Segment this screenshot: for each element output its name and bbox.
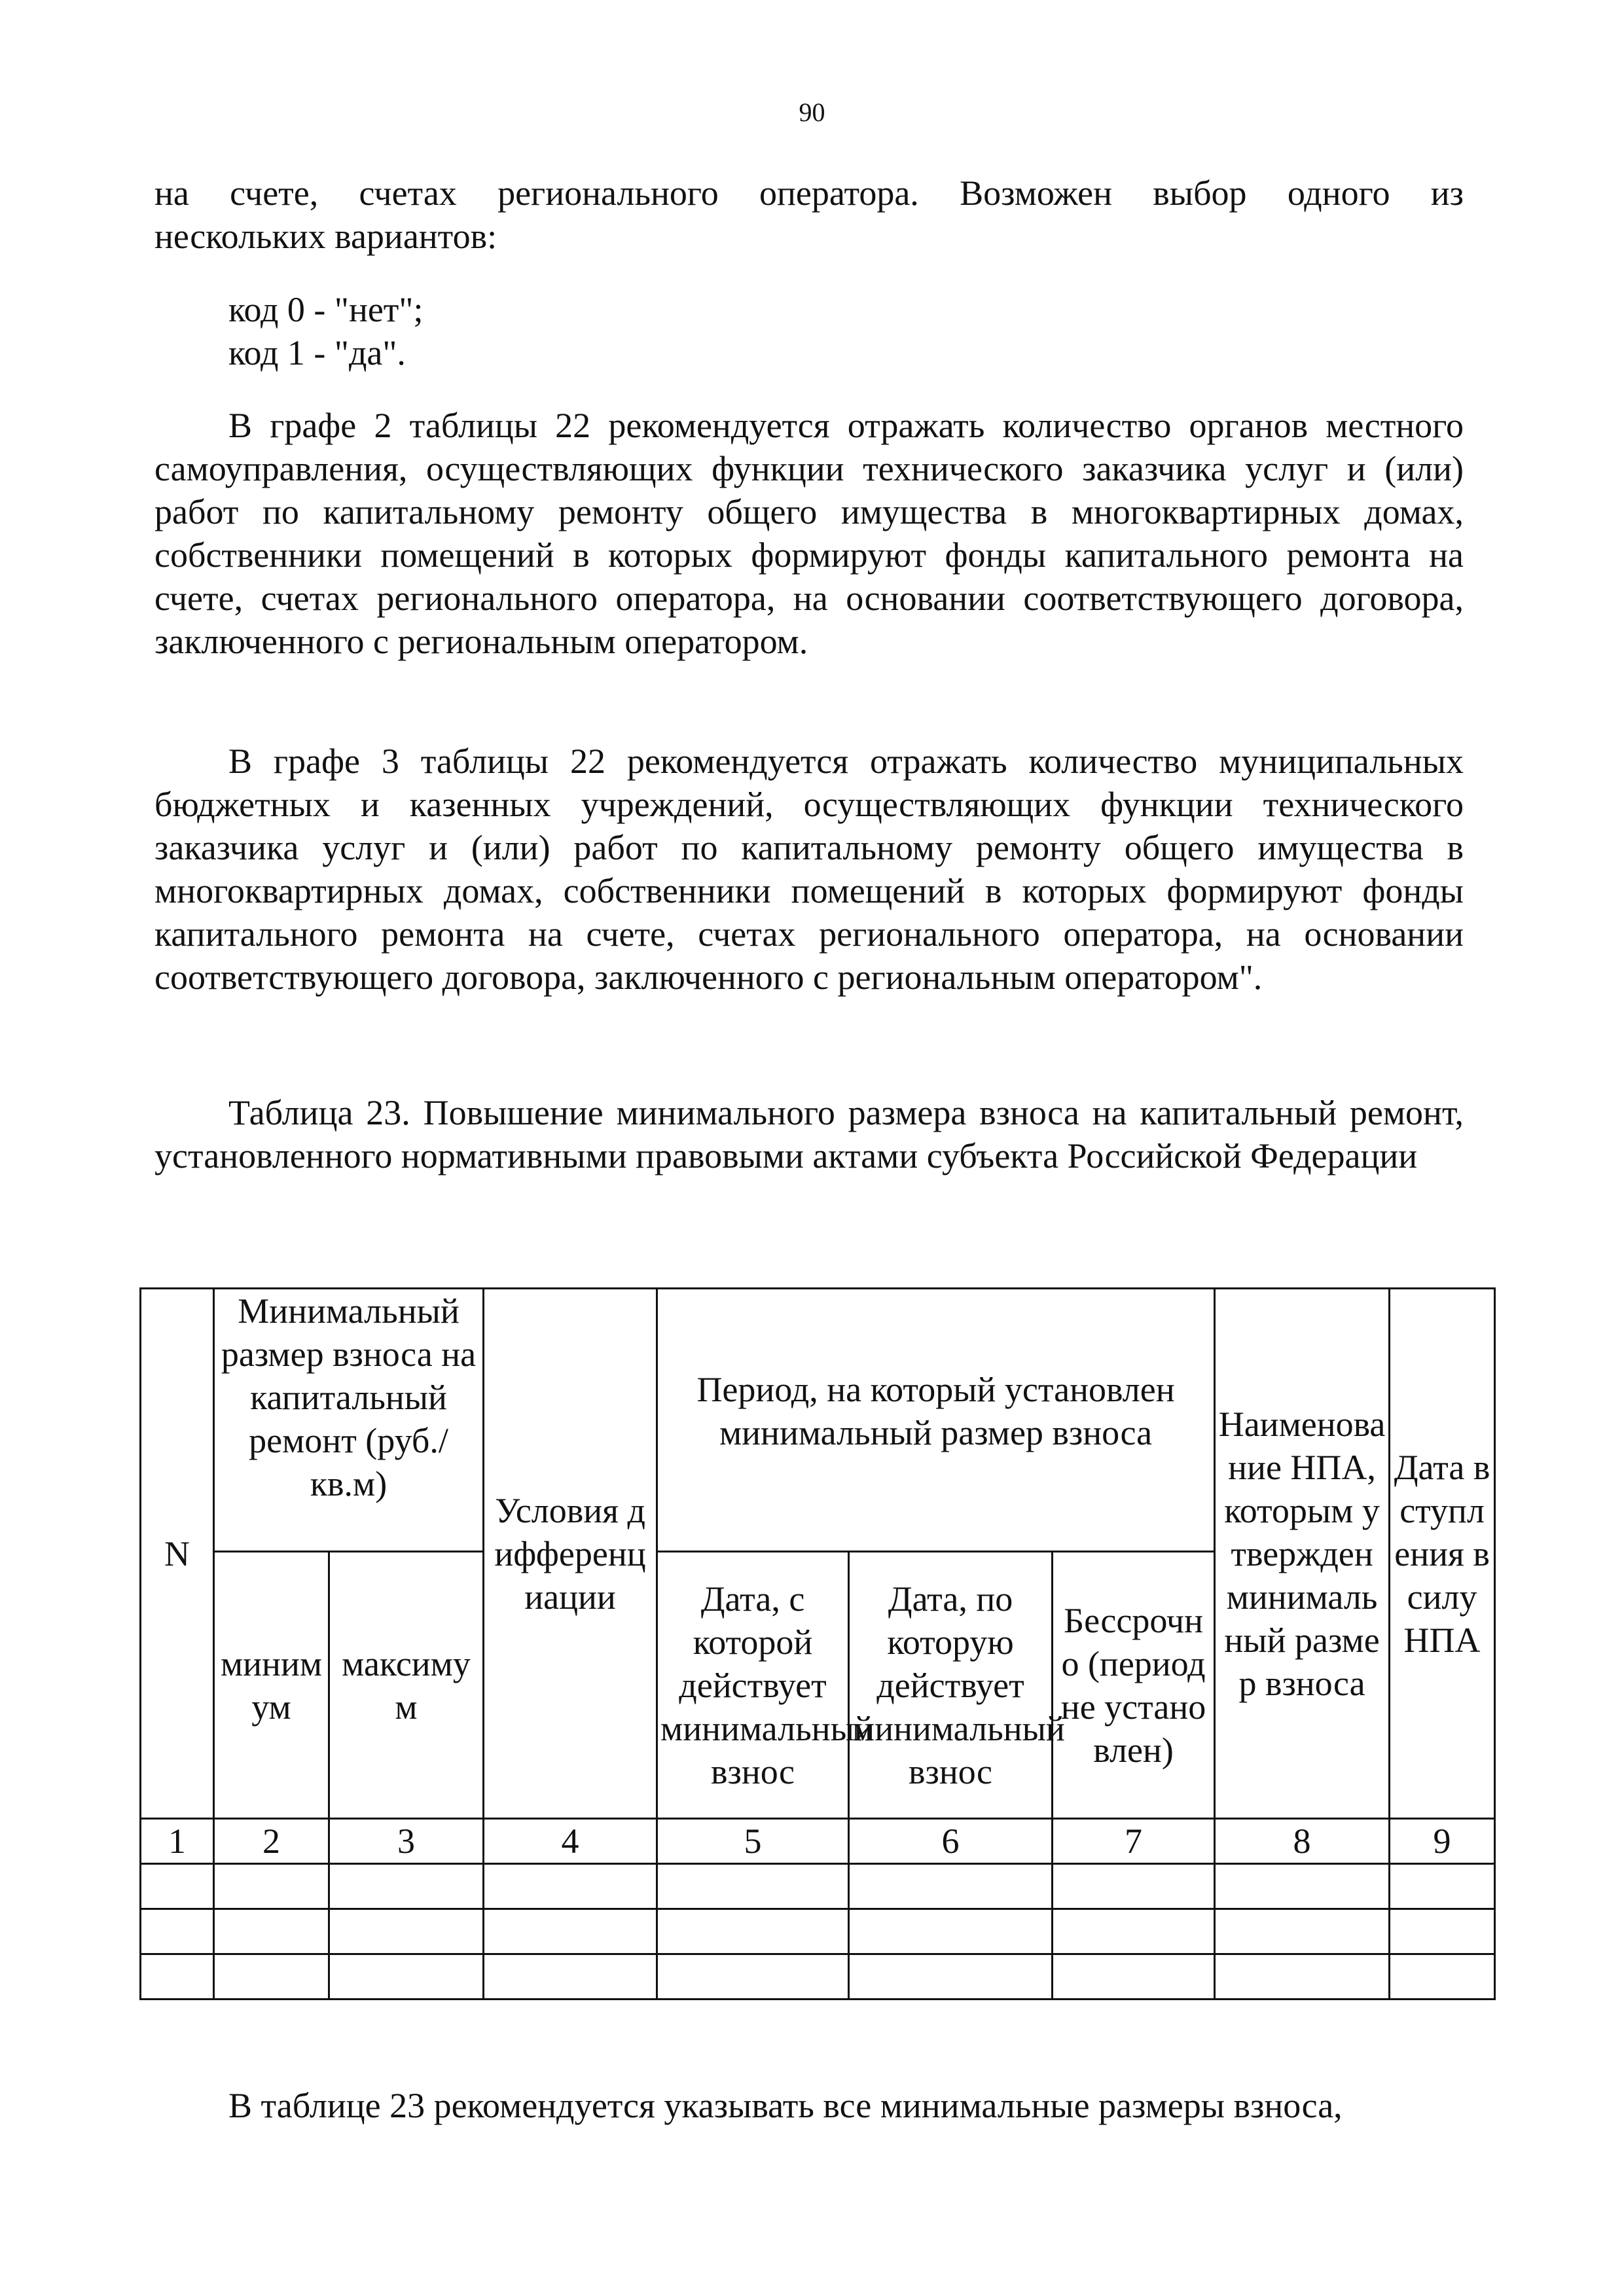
paragraph-1-line-2: нескольких вариантов:: [154, 217, 497, 256]
column-number: 8: [1215, 1819, 1390, 1864]
table-row: [141, 1909, 1495, 1954]
table-cell: [214, 1864, 329, 1909]
header-minimum-cell: [214, 1552, 329, 1819]
table-cell: [1390, 1909, 1495, 1954]
table-cell: [1390, 1954, 1495, 2000]
table-cell: [657, 1954, 849, 2000]
column-number: 3: [329, 1819, 484, 1864]
header-conditions-cell: [484, 1289, 657, 1819]
table-cell: [1215, 1864, 1390, 1909]
header-min-fee: Минимальный размер взноса на капитальный ремонт (руб./кв.м): [221, 1291, 477, 1503]
table-cell: [849, 1954, 1053, 2000]
header-indefinite-cell: [1053, 1552, 1215, 1819]
header-npa-name: Наименование НПА, которым утвержден минимальный размер взноса: [1218, 1404, 1386, 1703]
table-cell: [657, 1909, 849, 1954]
header-npa-date-cell: [1390, 1289, 1495, 1819]
header-npa-date: Дата вступления в силу НПА: [1394, 1447, 1490, 1660]
table-cell: [1053, 1954, 1215, 2000]
table-cell: [1215, 1954, 1390, 2000]
header-maximum-cell: [329, 1552, 484, 1819]
table-cell: [484, 1954, 657, 2000]
header-conditions: Условия дифференциации: [494, 1490, 646, 1617]
header-n: N: [164, 1534, 190, 1573]
table-cell: [141, 1864, 214, 1909]
table-23: [139, 1287, 1496, 2000]
table-cell: [1390, 1864, 1495, 1909]
column-number: 7: [1053, 1819, 1215, 1864]
code-1-line: код 1 - "да".: [228, 333, 406, 372]
table-cell: [849, 1864, 1053, 1909]
table-cell: [484, 1864, 657, 1909]
table-cell: [849, 1909, 1053, 1954]
table-cell: [329, 1909, 484, 1954]
paragraph-2: В графе 2 таблицы 22 рекомендуется отражать количество органов местного самоуправления, осуществляющих функции технического заказчика услуг и (или) работ по капитальному ремонту общего имущества в многоквартирных домах, собственники помещений в которых формируют фонды капитального ремонта на счете, счетах регионального оператора, на основании соответствующего договора, заключенного с региональным оператором.: [154, 406, 1464, 661]
header-indefinite: Бессрочно (период не установлен): [1060, 1600, 1206, 1770]
column-number: 1: [141, 1819, 214, 1864]
table-cell: [329, 1954, 484, 2000]
table-cell: [1053, 1909, 1215, 1954]
table-cell: [141, 1954, 214, 2000]
table-cell: [1053, 1864, 1215, 1909]
column-number: 5: [657, 1819, 849, 1864]
table-cell: [214, 1954, 329, 2000]
paragraph-1-line-1: на счете, счетах регионального оператора. Возможен выбор одного из: [154, 173, 1464, 213]
table-row: [141, 1954, 1495, 2000]
code-0-line: код 0 - "нет";: [228, 290, 424, 329]
table-cell: [141, 1909, 214, 1954]
header-date-from-cell: [657, 1552, 873, 1819]
header-maximum: максимум: [342, 1643, 471, 1727]
table-caption: Таблица 23. Повышение минимального размера взноса на капитальный ремонт, установленного нормативными правовыми актами субъекта Российской Федерации: [154, 1093, 1464, 1175]
column-number: 9: [1390, 1819, 1495, 1864]
header-minimum: минимум: [220, 1643, 323, 1727]
header-date-from: Дата, с которой действует минимальный взнос: [660, 1579, 873, 1791]
column-number: 4: [484, 1819, 657, 1864]
header-date-to-cell: [849, 1552, 1065, 1819]
table-header-row-1: [141, 1289, 1495, 1552]
page-number: 90: [799, 98, 825, 127]
column-number: 6: [849, 1819, 1053, 1864]
column-number: 2: [214, 1819, 329, 1864]
bottom-paragraph: В таблице 23 рекомендуется указывать все минимальные размеры взноса,: [228, 2086, 1343, 2125]
table-cell: [214, 1909, 329, 1954]
header-period-cell: [657, 1289, 1215, 1552]
table-cell: [484, 1909, 657, 1954]
table-cell: [657, 1864, 849, 1909]
table-cell: [329, 1864, 484, 1909]
table-cell: [1215, 1909, 1390, 1954]
table-row: [141, 1864, 1495, 1909]
header-min-fee-cell: [214, 1289, 484, 1552]
header-date-to: Дата, по которую действует минимальный взнос: [852, 1579, 1065, 1791]
header-npa-name-cell: [1215, 1289, 1390, 1819]
header-n-cell: [141, 1289, 214, 1819]
column-number-row: [141, 1819, 1495, 1864]
paragraph-3: В графе 3 таблицы 22 рекомендуется отражать количество муниципальных бюджетных и казенных учреждений, осуществляющих функции технического заказчика услуг и (или) работ по капитальному ремонту общего имущества в многоквартирных домах, собственники помещений в которых формируют фонды капитального ремонта на счете, счетах регионального оператора, на основании соответствующего договора, заключенного с региональным оператором".: [154, 742, 1464, 997]
header-period: Период, на который установлен минимальный размер взноса: [696, 1370, 1175, 1452]
